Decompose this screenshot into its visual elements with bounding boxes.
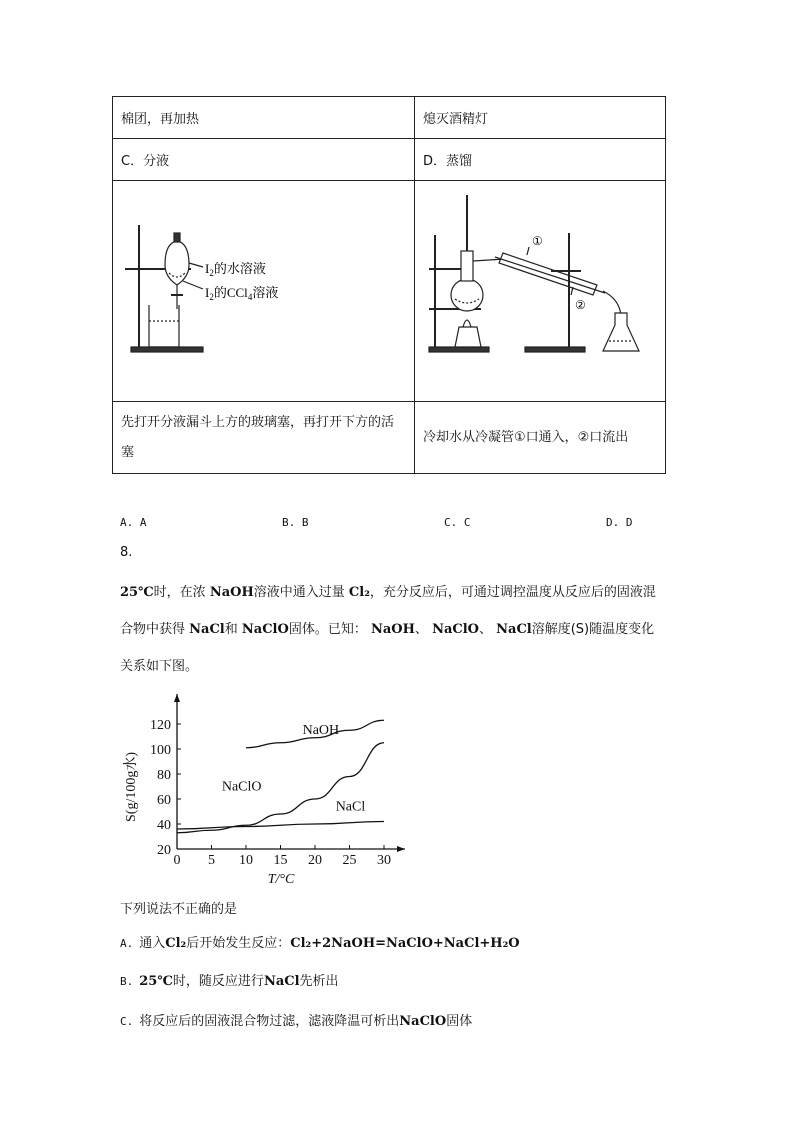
series-label-naoh: NaOH xyxy=(302,723,340,738)
text: 先析出 xyxy=(299,974,339,989)
formula: Cl₂ xyxy=(165,936,187,951)
option-d-title: D．蒸馏 xyxy=(415,139,666,181)
text: 溶解度(S)随温度变化关系如下图。 xyxy=(120,622,655,674)
question-prompt: 下列说法不正确的是 xyxy=(120,902,238,917)
x-tick-label: 10 xyxy=(239,853,253,868)
series-line-naclo xyxy=(177,743,384,833)
formula: NaCl xyxy=(496,622,532,637)
formula: NaClO xyxy=(399,1014,447,1029)
y-tick-label: 20 xyxy=(157,843,171,858)
text: 时，随反应进行 xyxy=(172,974,264,989)
series-line-nacl xyxy=(177,822,384,830)
choice-b[interactable]: B. B xyxy=(282,516,309,529)
equation: Cl₂+2NaOH=NaClO+NaCl+H₂O xyxy=(290,936,520,951)
x-tick-label: 25 xyxy=(342,853,357,868)
y-tick-label: 40 xyxy=(157,818,171,833)
series-label-naclo: NaClO xyxy=(221,779,262,795)
choice-c[interactable]: C. C xyxy=(444,516,471,529)
formula: NaCl xyxy=(189,622,225,637)
choice-a[interactable]: A. A xyxy=(120,516,147,529)
question-intro xyxy=(120,574,665,685)
inlet-label: ① xyxy=(532,234,543,248)
y-tick-label: 100 xyxy=(150,743,171,758)
y-axis-arrow xyxy=(174,694,180,702)
option-b[interactable] xyxy=(120,970,339,989)
option-c[interactable] xyxy=(120,1010,472,1029)
separation-apparatus-cell xyxy=(113,181,415,402)
y-tick-label: 60 xyxy=(157,793,171,808)
formula: NaClO xyxy=(241,622,289,637)
text: 将反应后的固液混合物过滤，滤液降温可析出 xyxy=(139,1014,400,1029)
option-c-title: C．分液 xyxy=(113,139,415,181)
text: 溶液中通入过量 xyxy=(253,585,345,600)
text: 时，在浓 xyxy=(153,585,206,600)
outlet-label: ② xyxy=(575,298,586,312)
formula: NaOH xyxy=(370,622,415,637)
question-number: 8. xyxy=(120,545,133,560)
x-axis-arrow xyxy=(397,846,405,852)
solubility-chart xyxy=(115,690,415,890)
formula: Cl₂ xyxy=(348,585,370,600)
formula: 25℃ xyxy=(120,585,154,600)
option-label: C. xyxy=(120,1015,134,1028)
option-c-description: 先打开分液漏斗上方的玻璃塞，再打开下方的活塞 xyxy=(113,402,415,474)
distillation-apparatus-cell xyxy=(415,181,666,402)
x-tick-label: 20 xyxy=(308,853,322,868)
x-tick-label: 5 xyxy=(208,853,215,868)
choice-d[interactable]: D. D xyxy=(606,516,633,529)
table-row xyxy=(113,97,666,139)
text: 通入 xyxy=(139,936,166,951)
formula: NaOH xyxy=(209,585,254,600)
x-axis-label: T/°C xyxy=(267,872,295,887)
x-tick-label: 30 xyxy=(377,853,391,868)
series-label-nacl: NaCl xyxy=(335,799,366,815)
separatory-funnel-diagram xyxy=(113,181,413,397)
funnel-label-ccl4: $I_2$的CCl$_4$溶液 xyxy=(205,285,279,302)
distillation-diagram xyxy=(415,181,665,397)
table-row xyxy=(113,181,666,402)
option-a[interactable] xyxy=(120,932,520,951)
text: 、 xyxy=(414,622,428,637)
text: 固体 xyxy=(446,1014,473,1029)
text: 固体。已知： xyxy=(288,622,367,637)
apparatus-table xyxy=(112,96,666,474)
text: 和 xyxy=(224,622,238,637)
formula: 25℃ xyxy=(139,974,173,989)
y-tick-label: 120 xyxy=(150,718,171,733)
y-axis-label: S(g/100g水) xyxy=(124,752,139,822)
cell-left: 棉团，再加热 xyxy=(113,97,415,139)
option-label: B. xyxy=(120,975,134,988)
cell-right: 熄灭酒精灯 xyxy=(415,97,666,139)
text: ，充分反应后，可通过调控温度从反应后的固液混合物中获得 xyxy=(120,585,656,637)
text: 、 xyxy=(478,622,492,637)
option-d-description: 冷却水从冷凝管①口通入，②口流出 xyxy=(415,402,666,474)
x-tick-label: 15 xyxy=(273,853,288,868)
text: 后开始发生反应： xyxy=(186,936,291,951)
formula: NaClO xyxy=(432,622,479,637)
formula: NaCl xyxy=(263,974,300,989)
funnel-label-water: $I_2$的水溶液 xyxy=(205,261,266,278)
option-label: A. xyxy=(120,937,134,950)
y-tick-label: 80 xyxy=(157,768,171,783)
x-tick-label: 0 xyxy=(173,853,181,868)
table-row xyxy=(113,402,666,474)
table-row xyxy=(113,139,666,181)
